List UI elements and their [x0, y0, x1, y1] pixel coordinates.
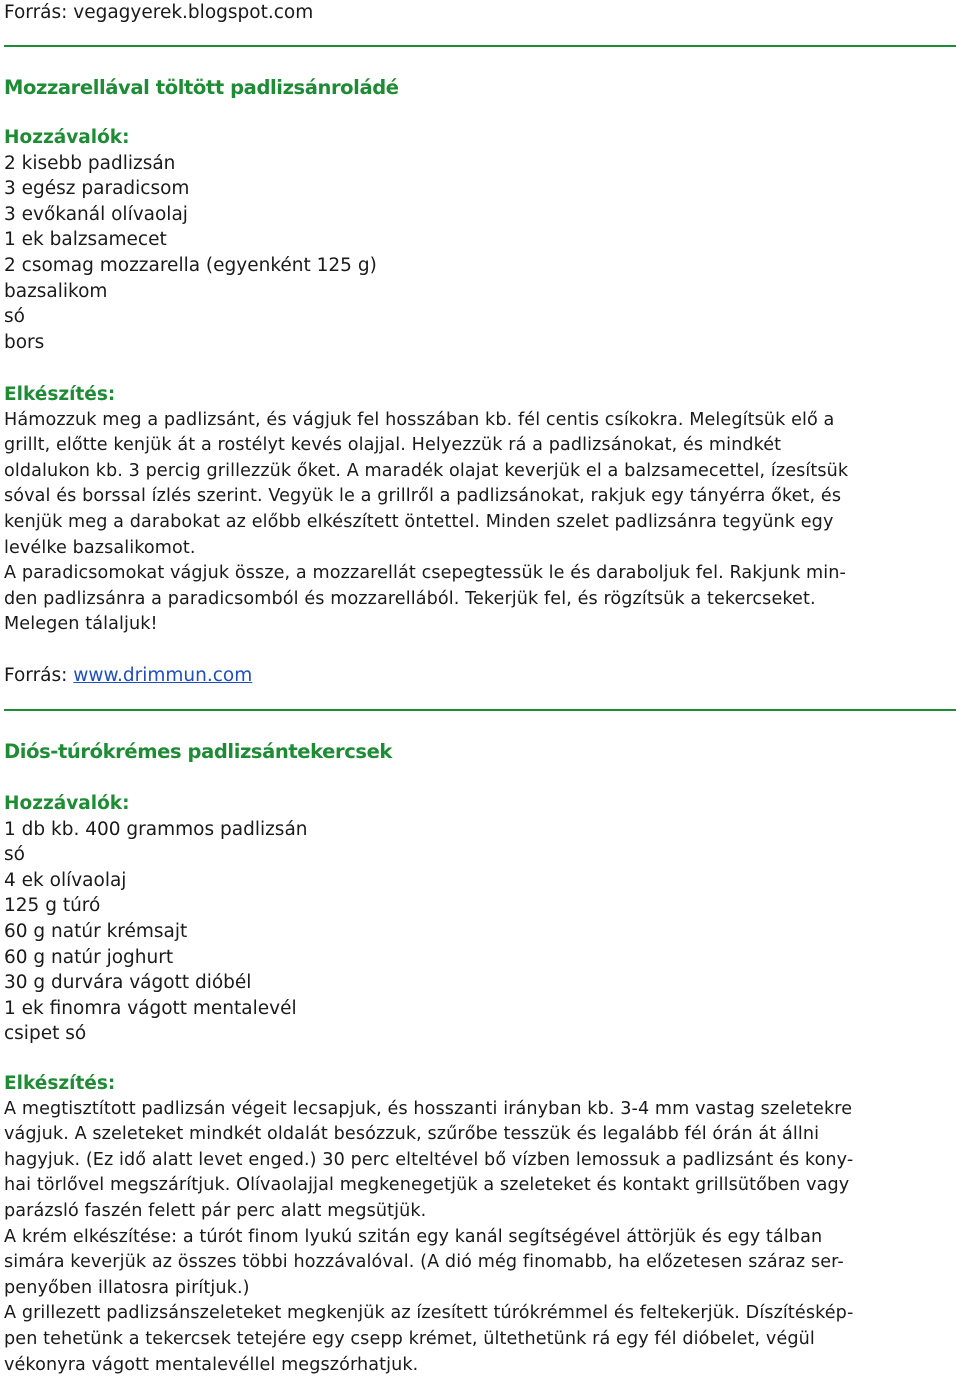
recipe2-preparation [4, 1071, 954, 1378]
prep-line: levélke bazsalikomot. [4, 537, 196, 558]
recipe1-ingredients-label: Hozzávalók: [4, 127, 130, 148]
ingredient-item: 60 g natúr krémsajt [4, 920, 188, 942]
ingredient-item: 3 evőkanál olívaolaj [4, 203, 188, 225]
recipe1-ingredients [4, 125, 954, 355]
ingredient-item: csipet só [4, 1023, 87, 1045]
ingredient-item: 2 kisebb padlizsán [4, 152, 176, 174]
prep-line: A krém elkészítése: a túrót finom lyukú szitán egy kanál segítségével áttörjük és egy tálban [4, 1226, 823, 1247]
ingredient-item: bors [4, 331, 45, 353]
recipe1-preparation [4, 382, 954, 638]
prep-line: Hámozzuk meg a padlizsánt, és vágjuk fel hosszában kb. fél centis csíkokra. Melegítsük elő a [4, 409, 835, 430]
recipe1-source-link[interactable]: www.drimmun.com [73, 665, 253, 686]
ingredient-item: 1 db kb. 400 grammos padlizsán [4, 818, 308, 840]
prep-line: vékonyra vágott mentalevéllel megszórhatjuk. [4, 1354, 419, 1375]
prep-line: hai törlővel megszárítjuk. Olívaolajjal megkenegetjük a szeleteket és kontakt grillsütőben vagy [4, 1175, 850, 1196]
prep-line: den padlizsánra a paradicsomból és mozzarellából. Tekerjük fel, és rögzítsük a tekercseket. [4, 588, 816, 609]
section-divider-1 [4, 45, 956, 47]
ingredient-item: 60 g natúr joghurt [4, 946, 174, 968]
source-top: Forrás: vegagyerek.blogspot.com [4, 2, 314, 23]
prep-line: A paradicsomokat vágjuk össze, a mozzarellát csepegtessük le és daraboljuk fel. Rakjunk min- [4, 563, 846, 584]
prep-line: penyőben illatosra pirítjuk.) [4, 1277, 250, 1298]
ingredient-item: 1 ek balzsamecet [4, 229, 167, 251]
prep-line: simára keverjük az összes többi hozzávalóval. (A dió még finomabb, ha előzetesen száraz ser- [4, 1252, 844, 1273]
prep-line: Melegen tálaljuk! [4, 614, 158, 635]
recipe2-title: Diós-túrókrémes padlizsántekercsek [4, 740, 392, 763]
recipe2-ingredients [4, 791, 954, 1047]
ingredient-item: bazsalikom [4, 280, 108, 302]
ingredient-item: só [4, 306, 25, 328]
recipe1-source-label: Forrás: [4, 665, 74, 686]
prep-line: parázsló faszén felett pár perc alatt megsütjük. [4, 1200, 427, 1221]
ingredient-item: 4 ek olívaolaj [4, 869, 127, 891]
prep-line: sóval és borssal ízlés szerint. Vegyük le a grillről a padlizsánokat, rakjuk egy tányérra őket, és [4, 486, 842, 507]
ingredient-item: 125 g túró [4, 895, 101, 917]
ingredient-item: 30 g durvára vágott dióbél [4, 972, 252, 994]
ingredient-item: 3 egész paradicsom [4, 178, 190, 200]
ingredient-item: 2 csomag mozzarella (egyenként 125 g) [4, 254, 377, 276]
prep-line: A grillezett padlizsánszeleteket megkenjük az ízesített túrókrémmel és feltekerjük. Díszítéskép- [4, 1303, 854, 1324]
ingredient-item: só [4, 844, 25, 866]
prep-line: oldalukon kb. 3 percig grillezzük őket. A maradék olajat keverjük el a balzsamecettel, ízesítsük [4, 460, 849, 481]
prep-line: A megtisztított padlizsán végeit lecsapjuk, és hosszanti irányban kb. 3-4 mm vastag szeletekre [4, 1098, 853, 1119]
prep-line: kenjük meg a darabokat az előbb elkészített öntettel. Minden szelet padlizsánra tegyünk egy [4, 511, 834, 532]
recipe2-ingredients-label: Hozzávalók: [4, 793, 130, 814]
recipe1-title: Mozzarellával töltött padlizsánroládé [4, 76, 399, 99]
ingredient-item: 1 ek finomra vágott mentalevél [4, 997, 297, 1019]
section-divider-2 [4, 709, 956, 711]
recipe1-prep-label: Elkészítés: [4, 384, 116, 405]
prep-line: pen tehetünk a tekercsek tetejére egy csepp krémet, ültethetünk rá egy fél dióbelet, végül [4, 1328, 815, 1349]
prep-line: hagyjuk. (Ez idő alatt levet enged.) 30 perc elteltével bő vízben lemossuk a padlizsánt és kony- [4, 1149, 854, 1170]
prep-line: grillt, előtte kenjük át a rostélyt kevés olajjal. Helyezzük rá a padlizsánokat, és mindkét [4, 435, 782, 456]
recipe1-source [4, 663, 954, 689]
prep-line: vágjuk. A szeleteket mindkét oldalát besózzuk, szűrőbe tesszük és legalább fél órán át állni [4, 1124, 820, 1145]
recipe2-prep-label: Elkészítés: [4, 1073, 116, 1094]
